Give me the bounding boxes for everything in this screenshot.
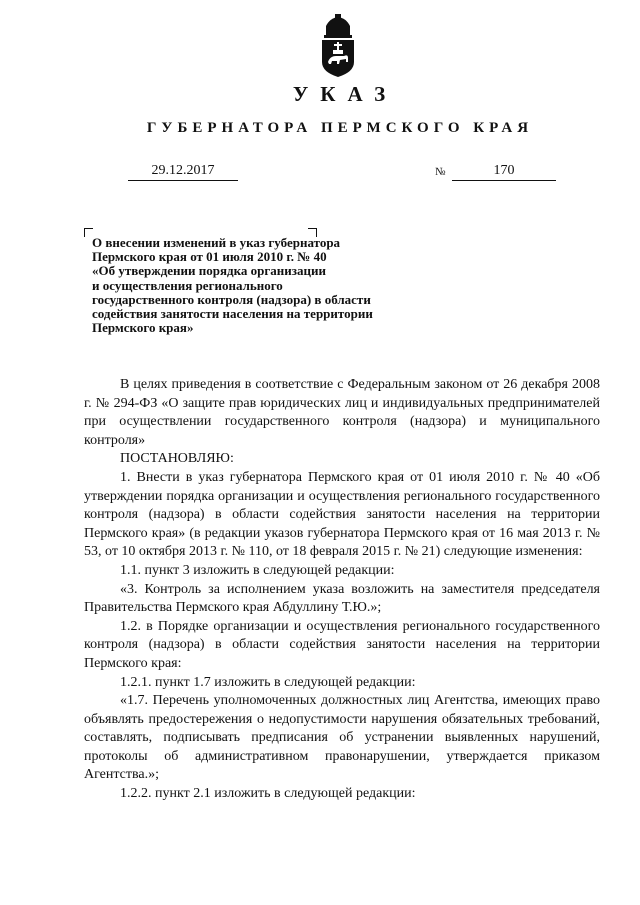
- paragraph-1-2-1: 1.2.1. пункт 1.7 изложить в следующей редакции:: [120, 674, 416, 690]
- preamble-paragraph: В целях приведения в соответствие с Федеральным законом от 26 декабря 2008 г. № 294-ФЗ «О защите прав юридических лиц и индивидуальных предпринимателей при осуществлении государственного контроля (надзора) и муниципального контроля»: [84, 377, 600, 448]
- subject-line: содействия занятости населения на территории: [92, 306, 373, 322]
- coat-of-arms-emblem: [318, 14, 358, 78]
- document-date: 29.12.2017: [128, 162, 238, 181]
- subject-line: «Об утверждении порядка организации: [92, 263, 326, 279]
- paragraph-1-1-text: «3. Контроль за исполнением указа возложить на заместителя председателя Правительства Пермского края Абдуллину Т.Ю.»;: [84, 581, 600, 616]
- subject-line: государственного контроля (надзора) в области: [92, 291, 371, 307]
- paragraph-1-2-1-text: «1.7. Перечень уполномоченных должностных лиц Агентства, имеющих право объявлять предостережения о недопустимости нарушения обязательных требований, составлять, подписывать предписания об устранении выявленных нарушений, протоколы об административном правонарушении, утверждается приказом Агентства.»;: [84, 693, 600, 783]
- subject-line: и осуществления регионального: [92, 277, 283, 293]
- paragraph-1: 1. Внести в указ губернатора Пермского края от 01 июля 2010 г. № 40 «Об утверждении порядка организации и осуществления регионального государственного контроля (надзора) в области содействия занятости населения на территории Пермского края» (в редакции указов губернатора Пермского края от 16 мая 2013 г. № 53, от 10 октября 2013 г. № 110, от 18 февраля 2015 г. № 21) следующие изменения:: [84, 469, 600, 560]
- document-body: [84, 376, 600, 804]
- resolution-heading: ПОСТАНОВЛЯЮ:: [120, 451, 234, 467]
- subject-line: Пермского края»: [92, 320, 194, 336]
- paragraph-1-1: 1.1. пункт 3 изложить в следующей редакции:: [120, 562, 395, 578]
- paragraph-1-2-2: 1.2.2. пункт 2.1 изложить в следующей редакции:: [120, 786, 416, 802]
- document-title: УКАЗ: [292, 82, 398, 106]
- number-sign: №: [435, 166, 446, 178]
- document-issuer: ГУБЕРНАТОРА ПЕРМСКОГО КРАЯ: [146, 120, 534, 136]
- document-subject: [92, 236, 422, 335]
- document-number: 170: [452, 162, 556, 181]
- subject-line: Пермского края от 01 июля 2010 г. № 40: [92, 249, 327, 265]
- paragraph-1-2: 1.2. в Порядке организации и осуществления регионального государственного контроля (надзора) в области содействия занятости населения на территории Пермского края:: [84, 618, 600, 671]
- subject-line: О внесении изменений в указ губернатора: [92, 235, 341, 250]
